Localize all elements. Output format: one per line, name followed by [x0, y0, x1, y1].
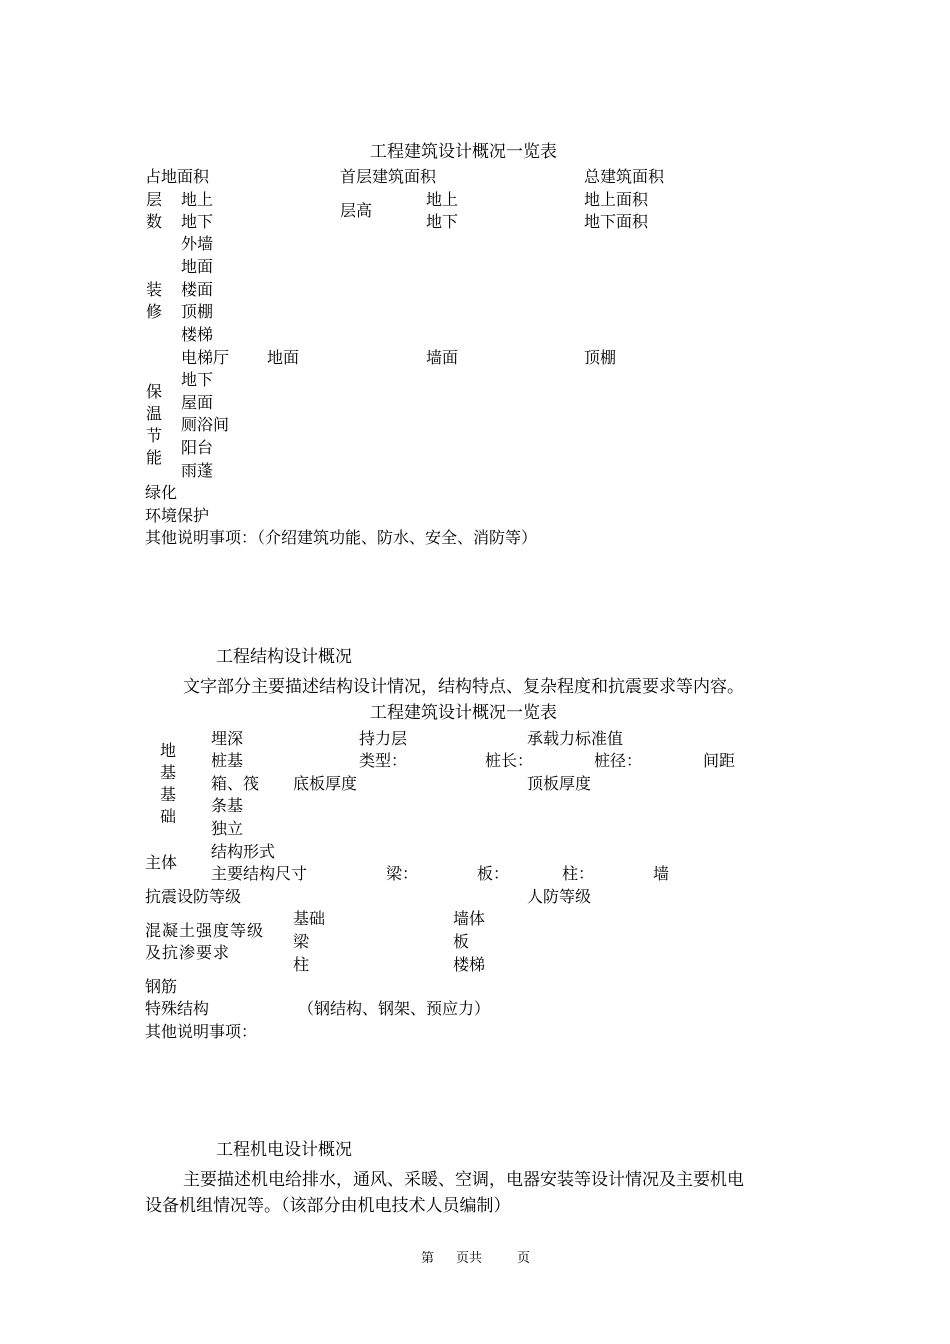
floors-label: 层数 [145, 190, 162, 231]
underground-label: 地下 [181, 370, 214, 389]
hall-wall-label: 墙面 [426, 348, 459, 367]
pile-type-label: 类型： [359, 751, 408, 770]
land-area-label: 占地面积 [145, 167, 210, 186]
ceiling-label: 顶棚 [181, 302, 214, 321]
slab-label: 板： [477, 864, 510, 883]
civil-defense-label: 人防等级 [527, 887, 592, 906]
footer-page-ye-gong: 页共 [456, 1251, 483, 1266]
total-area-label: 总建筑面积 [584, 167, 665, 186]
structure-table-title: 工程建筑设计概况一览表 [370, 703, 557, 723]
canopy-label: 雨蓬 [181, 461, 214, 480]
concrete-stairs-label: 楼梯 [453, 955, 486, 974]
floor-height-label: 层高 [340, 201, 373, 220]
first-floor-area-label: 首层建筑面积 [340, 167, 437, 186]
concrete-beam-label: 梁 [293, 932, 310, 951]
above-area-label: 地上面积 [584, 190, 649, 209]
pile-length-label: 桩长： [485, 751, 534, 770]
spacing-label: 间距 [703, 751, 736, 770]
balcony-label: 阳台 [181, 438, 214, 457]
insulation-label: 保温节能 [145, 382, 162, 467]
greening-label: 绿化 [145, 483, 178, 502]
floor-surface-label: 楼面 [181, 280, 214, 299]
column-label: 柱： [562, 864, 595, 883]
hall-ground-label: 地面 [267, 348, 300, 367]
table1-title: 工程建筑设计概况一览表 [370, 142, 557, 162]
mep-paragraph-line2: 设备机组情况等。（该部分由机电技术人员编制） [145, 1196, 511, 1216]
bearing-layer-label: 持力层 [359, 729, 408, 748]
special-structure-note: （钢结构、钢架、预应力） [298, 999, 491, 1018]
ground-label: 地面 [181, 257, 214, 276]
pile-diameter-label: 桩径： [594, 751, 643, 770]
concrete-foundation-label: 基础 [293, 909, 326, 928]
above-ground-label: 地上 [181, 190, 214, 209]
top-thickness-label: 顶板厚度 [527, 774, 592, 793]
below-ground-label-2: 地下 [426, 212, 459, 231]
box-raft-label: 箱、筏 [211, 774, 260, 793]
structure-other-notes: 其他说明事项： [145, 1022, 258, 1041]
mep-heading: 工程机电设计概况 [216, 1140, 352, 1160]
exterior-wall-label: 外墙 [181, 234, 214, 253]
mep-paragraph-line1: 主要描述机电给排水，通风、采暖、空调，电器安装等设计情况及主要机电 [183, 1170, 744, 1190]
table1-other-notes: 其他说明事项：（介绍建筑功能、防水、安全、消防等） [145, 528, 538, 547]
elevator-hall-label: 电梯厅 [181, 348, 230, 367]
main-sizes-label: 主要结构尺寸 [211, 864, 308, 883]
main-label: 主体 [145, 853, 178, 872]
bearing-value-label: 承载力标准值 [527, 729, 624, 748]
footer-page-di: 第 [421, 1251, 435, 1266]
beam-label: 梁： [386, 864, 419, 883]
concrete-wall-label: 墙体 [453, 909, 486, 928]
concrete-label: 混凝土强度等级及抗渗要求 [145, 921, 265, 962]
footer-page-ye: 页 [517, 1251, 531, 1266]
bottom-thickness-label: 底板厚度 [293, 774, 358, 793]
rebar-label: 钢筋 [145, 977, 178, 996]
above-ground-label-2: 地上 [426, 190, 459, 209]
isolated-label: 独立 [211, 819, 244, 838]
structure-form-label: 结构形式 [211, 842, 276, 861]
environment-label: 环境保护 [145, 506, 210, 525]
special-structure-label: 特殊结构 [145, 999, 210, 1018]
wall-label: 墙 [653, 864, 670, 883]
foundation-label: 地基基础 [159, 741, 176, 826]
seismic-label: 抗震设防等级 [145, 887, 242, 906]
concrete-slab-label: 板 [453, 932, 470, 951]
decoration-label: 装修 [145, 280, 162, 321]
stairs-label: 楼梯 [181, 325, 214, 344]
below-ground-label: 地下 [181, 212, 214, 231]
structure-heading: 工程结构设计概况 [216, 647, 352, 667]
depth-label: 埋深 [211, 729, 244, 748]
below-area-label: 地下面积 [584, 212, 649, 231]
bathroom-label: 厕浴间 [181, 415, 230, 434]
structure-intro: 文字部分主要描述结构设计情况，结构特点、复杂程度和抗震要求等内容。 [183, 677, 744, 697]
roof-label: 屋面 [181, 393, 214, 412]
hall-ceiling-label: 顶棚 [584, 348, 617, 367]
pile-label: 桩基 [211, 751, 244, 770]
strip-label: 条基 [211, 796, 244, 815]
concrete-column-label: 柱 [293, 955, 310, 974]
